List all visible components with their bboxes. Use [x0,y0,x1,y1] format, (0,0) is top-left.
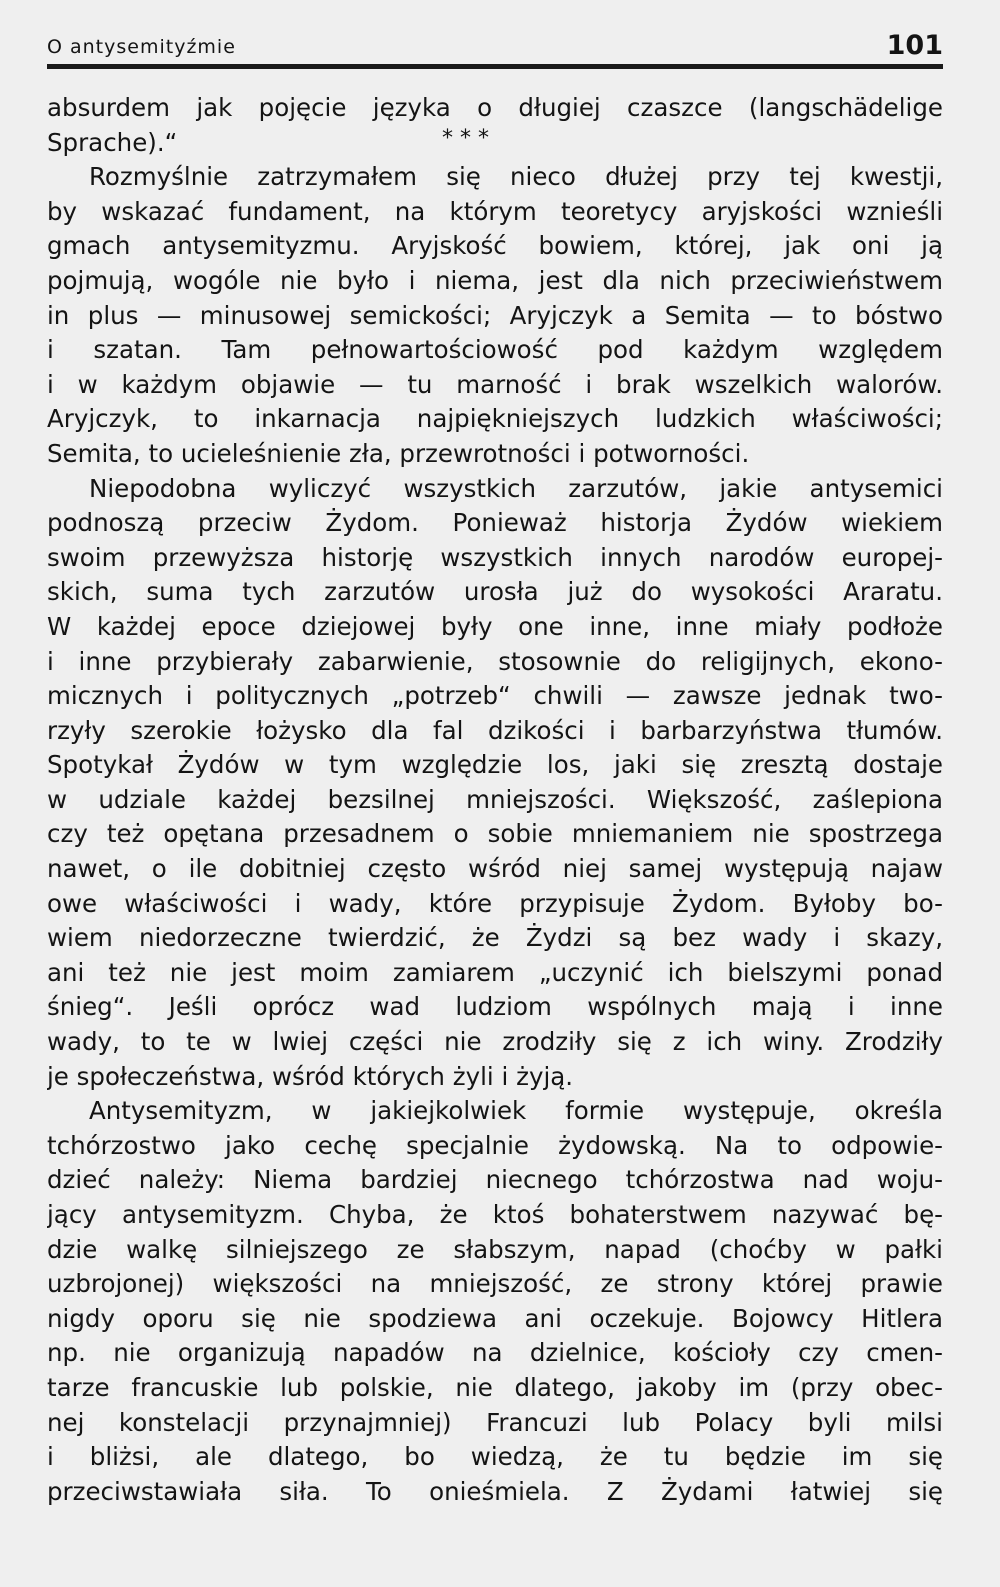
running-title: O antysemityźmie [47,36,236,58]
text-line: gmach antysemityzmu. Aryjskość bowiem, której, jak oni ją [47,231,943,261]
paragraph-first-line: Antysemityzm, w jakiejkolwiek formie występuje, określa [89,1096,943,1126]
text-line: dzieć należy: Niema bardziej niecnego tchórzostwa nad woju- [47,1165,943,1195]
text-line [47,126,943,161]
header-rule [47,64,943,69]
text-line: i w każdym objawie — tu marność i brak wszelkich walorów. [47,369,943,399]
text-line: by wskazać fundament, na którym teoretycy aryjskości wznieśli [47,196,943,226]
text-line: swoim przewyższa historję wszystkich innych narodów europej- [47,542,943,572]
paragraph-last-line: je społeczeństwa, wśród których żyli i żyją. [47,1061,574,1091]
page-number: 101 [886,30,943,61]
text-line: tchórzostwo jako cechę specjalnie żydowską. Na to odpowie- [47,1130,943,1160]
text-line: micznych i politycznych „potrzeb“ chwili — zawsze jednak two- [47,681,943,711]
text-line: nej konstelacji przynajmniej) Francuzi lub Polacy byli milsi [47,1407,943,1437]
text-line: nawet, o ile dobitniej często wśród niej samej występują najaw [47,854,943,884]
text-line: i inne przybierały zabarwienie, stosownie do religijnych, ekono- [47,646,943,676]
text-line: przeciwstawiała siła. To onieśmiela. Z Żydami łatwiej się [47,1476,943,1506]
text-line: wiem niedorzeczne twierdzić, że Żydzi są bez wady i skazy, [47,923,943,953]
text-line: Spotykał Żydów w tym względzie los, jaki się zresztą dostaje [47,750,943,780]
paragraph-first-line: Rozmyślnie zatrzymałem się nieco dłużej przy tej kwestji, [89,162,943,192]
text-line: tarze francuskie lub polskie, nie dlatego, jakoby im (przy obec- [47,1372,943,1402]
text-line: ani też nie jest moim zamiarem „uczynić ich bielszymi ponad [47,957,943,987]
text-line: czy też opętana przesadnem o sobie mniemaniem nie spostrzega [47,819,943,849]
text-line: skich, suma tych zarzutów urosła już do wysokości Araratu. [47,577,943,607]
text-line: np. nie organizują napadów na dzielnice, kościoły czy cmen- [47,1338,943,1368]
section-break-asterisks: * * * [442,125,489,151]
body-text [47,91,943,1509]
text-line: rzyły szerokie łożysko dla fal dzikości i barbarzyństwa tłumów. [47,715,943,745]
text-line: uzbrojonej) większości na mniejszość, ze strony której prawie [47,1269,943,1299]
text-line: in plus — minusowej semickości; Aryjczyk a Semita — to bóstwo [47,300,943,330]
text-line: w udziale każdej bezsilnej mniejszości. Większość, zaślepiona [47,784,943,814]
text-line: pojmują, wogóle nie było i niema, jest dla nich przeciwieństwem [47,265,943,295]
paragraph-last-line: Semita, to ucieleśnienie zła, przewrotności i potworności. [47,438,750,468]
text-line: i szatan. Tam pełnowartościowość pod każdym względem [47,335,943,365]
text-line: jący antysemityzm. Chyba, że ktoś bohaterstwem nazywać bę- [47,1200,943,1229]
text-line: śnieg“. Jeśli oprócz wad ludziom wspólnych mają i inne [47,992,943,1022]
text-line: podnoszą przeciw Żydom. Ponieważ historja Żydów wiekiem [47,508,943,538]
text-line: absurdem jak pojęcie języka o długiej czaszce (langschädelige [47,93,943,122]
text-line: wady, to te w lwiej części nie zrodziły się z ich winy. Zrodziły [47,1027,943,1057]
text-line: owe właściwości i wady, które przypisuje Żydom. Byłoby bo- [47,888,943,918]
text-line: i bliżsi, ale dlatego, bo wiedzą, że tu będzie im się [47,1442,943,1472]
line-text: Sprache).“ [47,127,178,157]
text-line: nigdy oporu się nie spodziewa ani oczekuje. Bojowcy Hitlera [47,1303,943,1333]
text-line: Aryjczyk, to inkarnacja najpiękniejszych ludzkich właściwości; [47,404,943,434]
text-line: W każdej epoce dziejowej były one inne, inne miały podłoże [47,611,943,641]
running-head [47,30,943,66]
text-line: dzie walkę silniejszego ze słabszym, napad (choćby w pałki [47,1234,943,1264]
paragraph-first-line: Niepodobna wyliczyć wszystkich zarzutów, jakie antysemici [89,473,943,503]
